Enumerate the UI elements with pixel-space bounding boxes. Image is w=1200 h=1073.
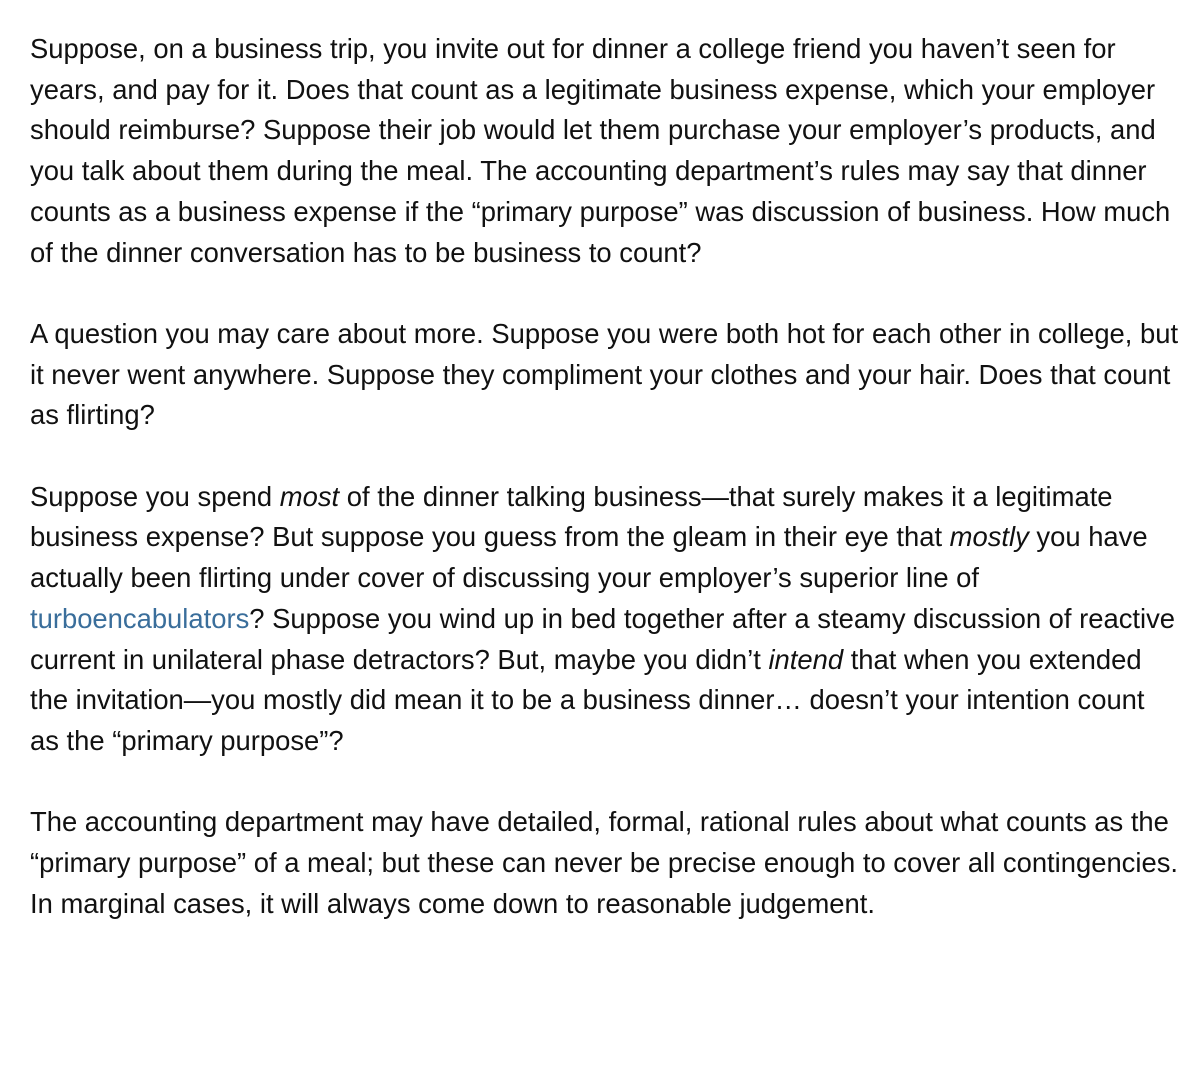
paragraph-reasonable-judgement: The accounting department may have detailed, formal, rational rules about what counts as the “primary purpose” of a meal; but these can never be precise enough to cover all contingencies. In marginal cases, it will always come down to reasonable judgement. bbox=[30, 806, 1178, 919]
paragraph-business-dinner: Suppose, on a business trip, you invite out for dinner a college friend you haven’t seen for years, and pay for it. Does that count as a legitimate business expense, which your employer should reimburse? Suppose their job would let them purchase your employer’s products, and you talk about them during the meal. The accounting department’s rules may say that dinner counts as a business expense if the “primary purpose” was discussion of business. How much of the dinner conversation has to be business to count? bbox=[30, 33, 1171, 268]
paragraph-primary-purpose bbox=[30, 477, 1180, 762]
paragraph-flirting-question: A question you may care about more. Suppose you were both hot for each other in college, but it never went anywhere. Suppose they compliment your clothes and your hair. Does that count as flirting? bbox=[30, 317, 1179, 431]
turboencabulators-link[interactable]: turboencabulators bbox=[30, 602, 250, 634]
emphasis-mostly: mostly bbox=[949, 521, 1029, 553]
text-span: ? Suppose you wind up in bed together after a steamy discussion of reactive current in unilateral phase detractors? But, maybe you didn’t bbox=[30, 602, 1176, 675]
text-span: you have actually been flirting under cover of discussing your employer’s superior line of bbox=[30, 521, 1148, 594]
text-span: of the dinner talking business—that surely makes it a legitimate business expense? But suppose you guess from the gleam in their eye that bbox=[30, 480, 1113, 553]
emphasis-intend: intend bbox=[768, 643, 844, 675]
text-span: Suppose you spend bbox=[30, 480, 280, 512]
text-span: that when you extended the invitation—you mostly did mean it to be a business dinner… doesn’t your intention count as the “primary purpose”? bbox=[30, 643, 1145, 756]
emphasis-most: most bbox=[279, 480, 340, 512]
